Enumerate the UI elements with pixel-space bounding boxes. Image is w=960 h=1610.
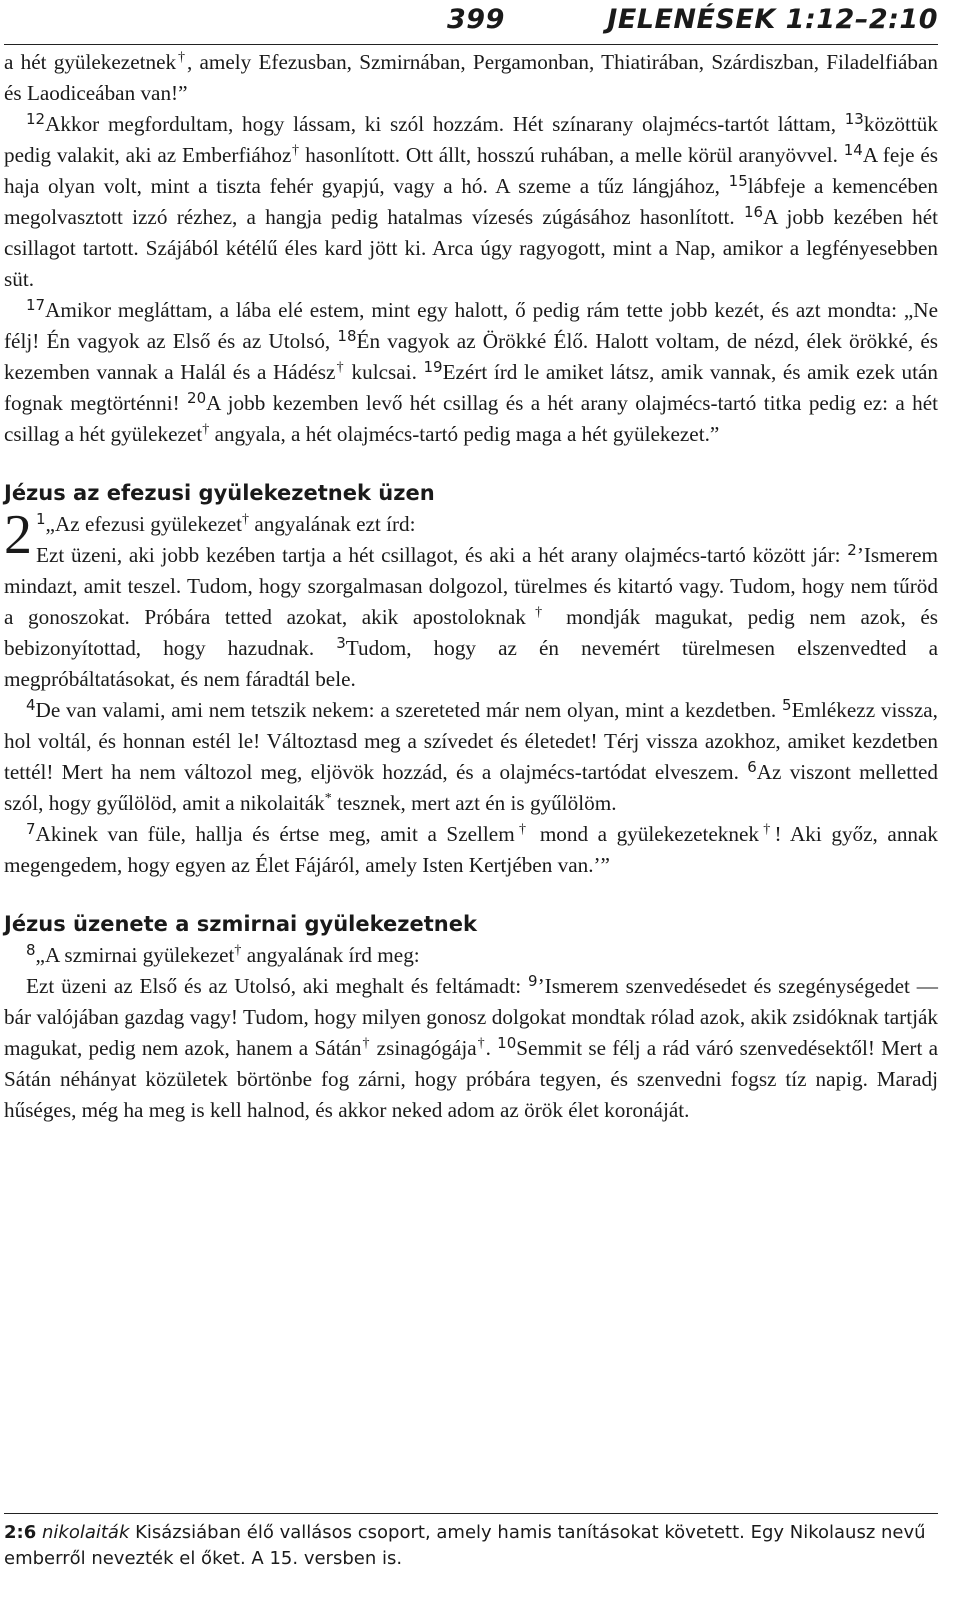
footnote-marker: *	[324, 791, 332, 806]
text-span: angyala, a hét olajmécs-tartó pedig maga a hét gyülekezet.”	[209, 422, 720, 446]
page-number: 399	[447, 4, 505, 35]
text-span: .	[485, 1036, 498, 1060]
verse-number: 4	[26, 696, 36, 714]
text-span: Én vagyok az Örökké Élő. Halott voltam, de nézd, élek örökké, és kezemben vannak a Halál és a Hádész	[4, 329, 938, 384]
verse-number: 20	[187, 389, 207, 407]
dagger-marker: †	[176, 50, 187, 65]
dagger-marker: †	[234, 943, 242, 958]
text-span: mond a gyülekezeteknek	[530, 822, 759, 846]
paragraph	[4, 109, 938, 295]
paragraph	[4, 971, 938, 1126]
dagger-marker: †	[242, 512, 250, 527]
verse-number: 3	[336, 634, 346, 652]
paragraph	[4, 47, 938, 109]
text-span: De van valami, ami nem tetszik nekem: a szereteted már nem olyan, mint a kezdetben.	[35, 698, 783, 722]
text-span: Amikor megláttam, a lába elé estem, mint egy halott, ő pedig rám tette jobb kezét, és azt mondta: „Ne félj! Én vagyok az Első és az Utolsó,	[4, 298, 938, 353]
text-span: lábfeje a kemencében megolvasztott izzó rézhez, a hangja pedig hatalmas vízesés zúgásához hasonlított.	[4, 174, 938, 229]
paragraph	[4, 819, 938, 881]
verse-number: 17	[26, 296, 46, 314]
chapter-number: 2	[4, 504, 32, 566]
verse-number: 15	[728, 172, 748, 190]
text-span: „Az efezusi gyülekezet	[45, 512, 243, 536]
scripture-text	[4, 47, 938, 1126]
verse-number: 8	[26, 941, 36, 959]
footnote	[4, 1520, 938, 1572]
text-span: ’Ismerem mindazt, amit teszel. Tudom, hogy szorgalmasan dolgozol, türelmes és kitartó vagy. Tudom, hogy nem tűröd a gonoszokat. Próbára tetted azokat, akik apostoloknak	[4, 543, 938, 629]
footnote-ref: 2:6	[4, 1522, 37, 1543]
text-span: Tudom, hogy az én nevemért türelmesen elszenvedted a megpróbáltatásokat, és nem fáradtál bele.	[4, 636, 939, 691]
dagger-marker: †	[525, 605, 552, 620]
text-span: angyalának ezt írd:	[249, 512, 416, 536]
text-span: A jobb kezében hét csillagot tartott. Szájából kétélű éles kard jött ki. Arca úgy ragyogott, mint a Nap, amikor a legfényesebben süt.	[4, 205, 938, 291]
text-span: a hét gyülekezetnek	[4, 50, 177, 74]
paragraph	[4, 940, 938, 971]
verse-number: 10	[497, 1034, 517, 1052]
text-span: tesznek, mert azt én is gyűlölöm.	[331, 791, 617, 815]
section-heading: Jézus az efezusi gyülekezetnek üzen	[4, 481, 435, 505]
text-span: angyalának írd meg:	[241, 943, 420, 967]
verse-number: 19	[423, 358, 443, 376]
verse-number: 5	[782, 696, 792, 714]
running-header	[4, 0, 938, 45]
text-span: Ezért írd le amiket látsz, amik vannak, és amik ezek után fognak megtörténni!	[4, 360, 938, 415]
text-span: mondják magukat, pedig nem azok, és bebizonyítottad, hogy hazudnak.	[4, 605, 938, 660]
paragraph	[4, 540, 938, 695]
section-heading: Jézus üzenete a szmirnai gyülekezetnek	[4, 912, 477, 936]
verse-number: 1	[36, 510, 46, 528]
verse-number: 2	[847, 541, 857, 559]
text-span: A jobb kezemben levő hét csillag és a hét arany olajmécs-tartó titka pedig ez: a hét csillag a hét gyülekezet	[4, 391, 938, 446]
text-span: ! Aki győz, annak megengedem, hogy egyen az Élet Fájáról, amely Isten Kertjében van.’”	[4, 822, 939, 877]
text-span: ’Ismerem szenvedésedet és szegénységedet — bár valójában gazdag vagy! Tudom, hogy milyen gonosz dolgokat mondtak rólad azok, akik zsidóknak tartják magukat, pedig nem azok, hanem a Sátán	[4, 974, 938, 1060]
footnote-text: Kisázsiában élő vallásos csoport, amely hamis tanításokat követett. Egy Nikolausz nevű emberről nevezték el őket. A 15. versben is.	[4, 1522, 926, 1569]
dagger-marker: †	[361, 1036, 371, 1051]
text-span: hasonlított. Ott állt, hosszú ruhában, a melle körül aranyövvel.	[299, 143, 844, 167]
text-span: Az viszont melletted szól, hogy gyűlölöd, amit a nikolaiták	[4, 760, 938, 815]
verse-number: 13	[844, 110, 864, 128]
text-span: zsinagógája	[370, 1036, 477, 1060]
dagger-marker: †	[476, 1036, 486, 1051]
text-span: Semmit se félj a rád váró szenvedésektől! Mert a Sátán néhányat közületek börtönbe fog zárni, hogy próbára tegyen, és szenvedni fogsz tíz napig. Maradj hűséges, még ha meg is kell halnod, és akkor neked adom az örök élet koronáját.	[4, 1036, 939, 1122]
text-span: Ezt üzeni, aki jobb kezében tartja a hét csillagot, és aki a hét arany olajmécs-tartó között jár:	[36, 543, 848, 567]
text-span: Akkor megfordultam, hogy lássam, ki szól hozzám. Hét színarany olajmécs-tartót láttam,	[45, 112, 845, 136]
dagger-marker: †	[335, 360, 345, 375]
text-span: , amely Efezusban, Szmirnában, Pergamonban, Thiatirában, Szárdiszban, Filadelfiában és Laodiceában van!”	[4, 50, 938, 105]
text-span: „A szmirnai gyülekezet	[35, 943, 235, 967]
verse-number: 14	[843, 141, 863, 159]
verse-number: 6	[747, 758, 757, 776]
chapter-reference: JELENÉSEK 1:12–2:10	[607, 4, 938, 35]
verse-number: 7	[26, 820, 36, 838]
text-span: Akinek van füle, hallja és értse meg, amit a Szellem	[35, 822, 515, 846]
dagger-marker: †	[514, 822, 531, 837]
verse-number: 18	[337, 327, 357, 345]
text-span: Emlékezz vissza, hol voltál, és honnan estél le! Változtasd meg a szívedet és életedet! Térj vissza azokhoz, amiket kezdetben tettél! Mert ha nem változol meg, eljövök hozzád, és a olajmécs-tartódat elveszem.	[4, 698, 938, 784]
dagger-marker: †	[291, 143, 300, 158]
text-span: A feje és haja olyan volt, mint a tiszta fehér gyapjú, vagy a hó. A szeme a tűz lángjához,	[4, 143, 939, 198]
footnote-divider	[4, 1513, 938, 1514]
verse-number: 16	[743, 203, 764, 221]
dagger-marker: †	[758, 822, 775, 837]
paragraph	[4, 295, 938, 450]
text-span: kulcsai.	[344, 360, 424, 384]
dagger-marker: †	[202, 422, 210, 437]
text-span: Ezt üzeni az Első és az Utolsó, aki meghalt és feltámadt:	[26, 974, 529, 998]
footnote-term: nikolaiták	[41, 1522, 130, 1543]
verse-number: 9	[528, 972, 538, 990]
verse-number: 12	[26, 110, 46, 128]
text-span: közöttük pedig valakit, aki az Emberfiához	[4, 112, 938, 167]
paragraph	[4, 695, 938, 819]
